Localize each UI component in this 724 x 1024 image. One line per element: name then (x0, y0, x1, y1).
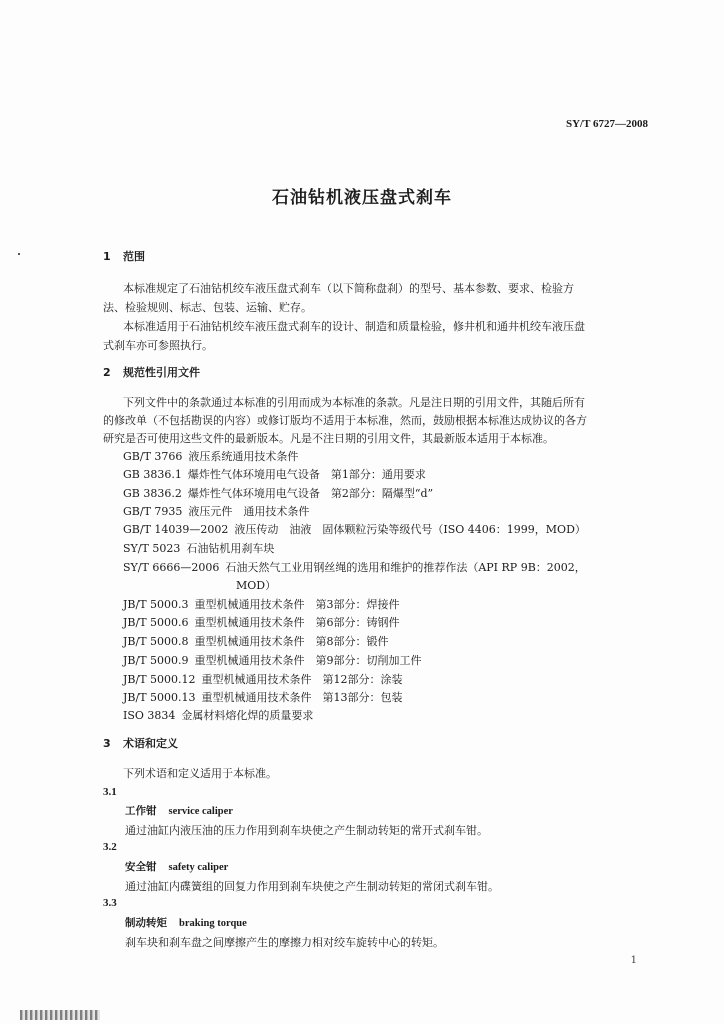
reference-item (123, 485, 433, 501)
reference-title: 爆炸性气体环境用电气设备 第1部分：通用要求 (187, 468, 426, 481)
reference-item (123, 521, 586, 537)
reference-title: 液压系统通用技术条件 (188, 450, 299, 463)
reference-item (123, 466, 426, 482)
reference-title: 重型机械通用技术条件 第6部分：铸钢件 (194, 616, 400, 629)
document-title: 石油钻机液压盘式刹车 (272, 188, 452, 208)
term-zh: 工作钳 (125, 805, 157, 817)
section-1-heading (103, 248, 145, 264)
term-definition: 通过油缸内碟簧组的回复力作用到刹车块使之产生制动转矩的常闭式刹车钳。 (125, 880, 499, 893)
term-zh: 制动转矩 (125, 917, 167, 929)
term-zh: 安全钳 (125, 861, 157, 873)
reference-item (123, 707, 313, 723)
paragraph-line: 下列术语和定义适用于本标准。 (123, 767, 277, 780)
term-en: service caliper (168, 806, 233, 817)
term-number: 3.2 (103, 841, 117, 853)
paragraph-line: 本标准适用于石油钻机绞车液压盘式刹车的设计、制造和质量检验，修井机和通井机绞车液压盘 (123, 320, 585, 333)
paragraph-line: 法、检验规则、标志、包装、运输、贮存。 (103, 301, 312, 314)
reference-item (123, 614, 400, 630)
reference-code: SY/T 6666—2006 (123, 561, 220, 574)
section-title: 范围 (123, 250, 145, 263)
reference-title: 液压元件 通用技术条件 (188, 505, 310, 518)
reference-title: 石油钻机用刹车块 (186, 542, 275, 555)
section-number: 2 (103, 366, 111, 379)
standard-code: SY/T 6727—2008 (565, 118, 648, 130)
reference-title: 重型机械通用技术条件 第8部分：锻件 (194, 635, 389, 648)
section-2-heading (103, 364, 200, 380)
reference-code: GB/T 14039—2002 (123, 523, 229, 536)
term-heading (125, 803, 233, 818)
reference-item (123, 671, 403, 687)
reference-item (123, 540, 274, 556)
reference-code: JB/T 5000.8 (123, 635, 189, 648)
reference-item (123, 448, 298, 464)
paragraph-line: 式刹车亦可参照执行。 (103, 339, 213, 352)
section-number: 1 (103, 250, 111, 263)
reference-code: SY/T 5023 (123, 542, 181, 555)
paragraph-line: 本标准规定了石油钻机绞车液压盘式刹车（以下简称盘刹）的型号、基本参数、要求、检验方 (123, 282, 574, 295)
reference-item (123, 689, 403, 705)
reference-code: JB/T 5000.9 (123, 654, 189, 667)
reference-title: 重型机械通用技术条件 第3部分：焊接件 (194, 598, 400, 611)
paragraph-line: 的修改单（不包括勘误的内容）或修订版均不适用于本标准，然而，鼓励根据本标准达成协议的各方 (103, 414, 587, 427)
reference-continuation: MOD） (236, 579, 277, 592)
reference-title: 金属材料熔化焊的质量要求 (181, 709, 314, 722)
reference-title: 石油天然气工业用钢丝绳的选用和维护的推荐作法（API RP 9B：2002， (225, 561, 586, 574)
paragraph-line: 下列文件中的条款通过本标准的引用而成为本标准的条款。凡是注日期的引用文件，其随后所有 (123, 396, 585, 409)
scan-artifact (20, 1010, 100, 1020)
reference-item (123, 559, 586, 575)
reference-title: 重型机械通用技术条件 第13部分：包装 (201, 691, 403, 704)
scan-speck (18, 253, 20, 255)
term-en: braking torque (179, 918, 247, 929)
reference-item (123, 633, 389, 649)
reference-code: JB/T 5000.3 (123, 598, 189, 611)
reference-item (123, 503, 309, 519)
term-number: 3.3 (103, 897, 117, 909)
term-en: safety caliper (168, 862, 229, 873)
paragraph-line: 研究是否可使用这些文件的最新版本。凡是不注日期的引用文件，其最新版本适用于本标准。 (103, 432, 554, 445)
reference-code: ISO 3834 (123, 709, 176, 722)
reference-code: GB 3836.2 (123, 487, 182, 500)
reference-code: JB/T 5000.6 (123, 616, 189, 629)
section-title: 规范性引用文件 (123, 366, 200, 379)
reference-title: 爆炸性气体环境用电气设备 第2部分：隔爆型“d” (187, 487, 434, 500)
reference-item (123, 652, 422, 668)
reference-code: GB/T 7935 (123, 505, 183, 518)
section-3-heading (103, 735, 178, 751)
reference-title: 液压传动 油液 固体颗粒污染等级代号（ISO 4406：1999，MOD） (234, 523, 586, 536)
reference-code: GB 3836.1 (123, 468, 182, 481)
reference-code: JB/T 5000.13 (123, 691, 196, 704)
term-heading (125, 859, 228, 874)
reference-title: 重型机械通用技术条件 第12部分：涂装 (201, 673, 403, 686)
section-title: 术语和定义 (123, 737, 178, 750)
reference-code: JB/T 5000.12 (123, 673, 196, 686)
term-number: 3.1 (103, 786, 117, 798)
term-definition: 刹车块和刹车盘之间摩擦产生的摩擦力相对绞车旋转中心的转矩。 (125, 936, 444, 949)
term-definition: 通过油缸内液压油的压力作用到刹车块使之产生制动转矩的常开式刹车钳。 (125, 824, 488, 837)
reference-item (123, 596, 400, 612)
page-number: 1 (630, 955, 637, 966)
reference-title: 重型机械通用技术条件 第9部分：切削加工件 (194, 654, 422, 667)
term-heading (125, 915, 247, 930)
reference-code: GB/T 3766 (123, 450, 183, 463)
section-number: 3 (103, 737, 111, 750)
